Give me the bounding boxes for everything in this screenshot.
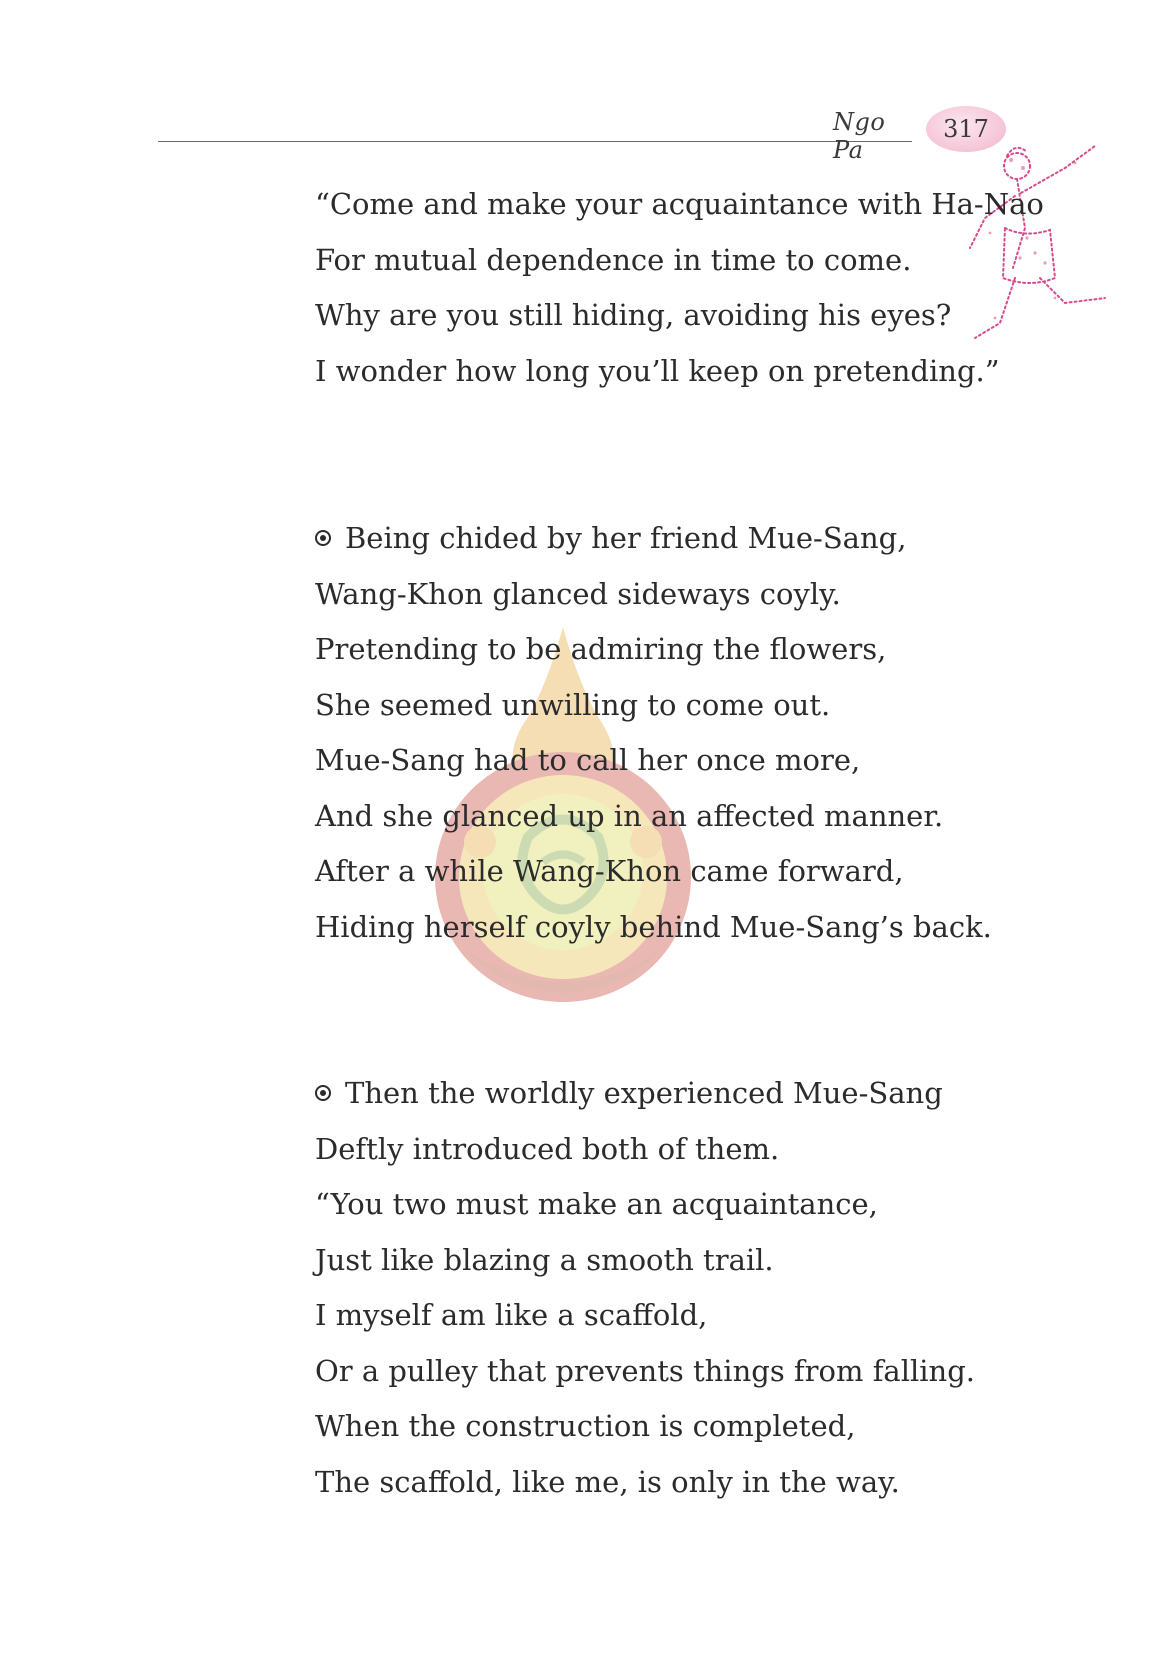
verse-line: And she glanced up in an affected manner. (315, 798, 944, 833)
stanza-2 (315, 511, 992, 955)
verse-line (315, 1066, 975, 1122)
verse-line-text: Being chided by her friend Mue-Sang, (345, 521, 907, 555)
verse-line: Just like blazing a smooth trail. (315, 1242, 774, 1277)
stanza-1 (315, 177, 1044, 399)
verse-line-text: Then the worldly experienced Mue-Sang (345, 1076, 943, 1110)
verse-line: Wang-Khon glanced sideways coyly. (315, 576, 841, 611)
verse-line: After a while Wang-Khon came forward, (315, 854, 904, 888)
running-title: Ngo Pa (833, 108, 886, 164)
stanza-3 (315, 1066, 975, 1510)
verse-line: She seemed unwilling to come out. (315, 687, 831, 722)
page-number: 317 (943, 115, 989, 143)
verse-line: Hiding herself coyly behind Mue-Sang’s back. (315, 909, 992, 944)
verse-line: Or a pulley that prevents things from falling. (315, 1353, 976, 1388)
circle-bullet-icon (315, 1085, 331, 1101)
verse-line: For mutual dependence in time to come. (315, 242, 912, 277)
verse-line: Deftly introduced both of them. (315, 1131, 780, 1166)
circle-bullet-icon (315, 530, 331, 546)
verse-line: I myself am like a scaffold, (315, 1298, 708, 1332)
verse-line: Pretending to be admiring the flowers, (315, 632, 887, 666)
verse-line: Mue-Sang had to call her once more, (315, 743, 861, 777)
verse-line: Why are you still hiding, avoiding his eyes? (315, 298, 952, 332)
header-rule (158, 141, 912, 142)
verse-line (315, 511, 992, 567)
verse-line: When the construction is completed, (315, 1409, 856, 1443)
verse-line: “You two must make an acquaintance, (315, 1187, 878, 1221)
verse-line: I wonder how long you’ll keep on pretending.” (315, 353, 1000, 388)
verse-line: “Come and make your acquaintance with Ha-Nao (315, 187, 1044, 221)
verse-line: The scaffold, like me, is only in the way. (315, 1464, 900, 1499)
